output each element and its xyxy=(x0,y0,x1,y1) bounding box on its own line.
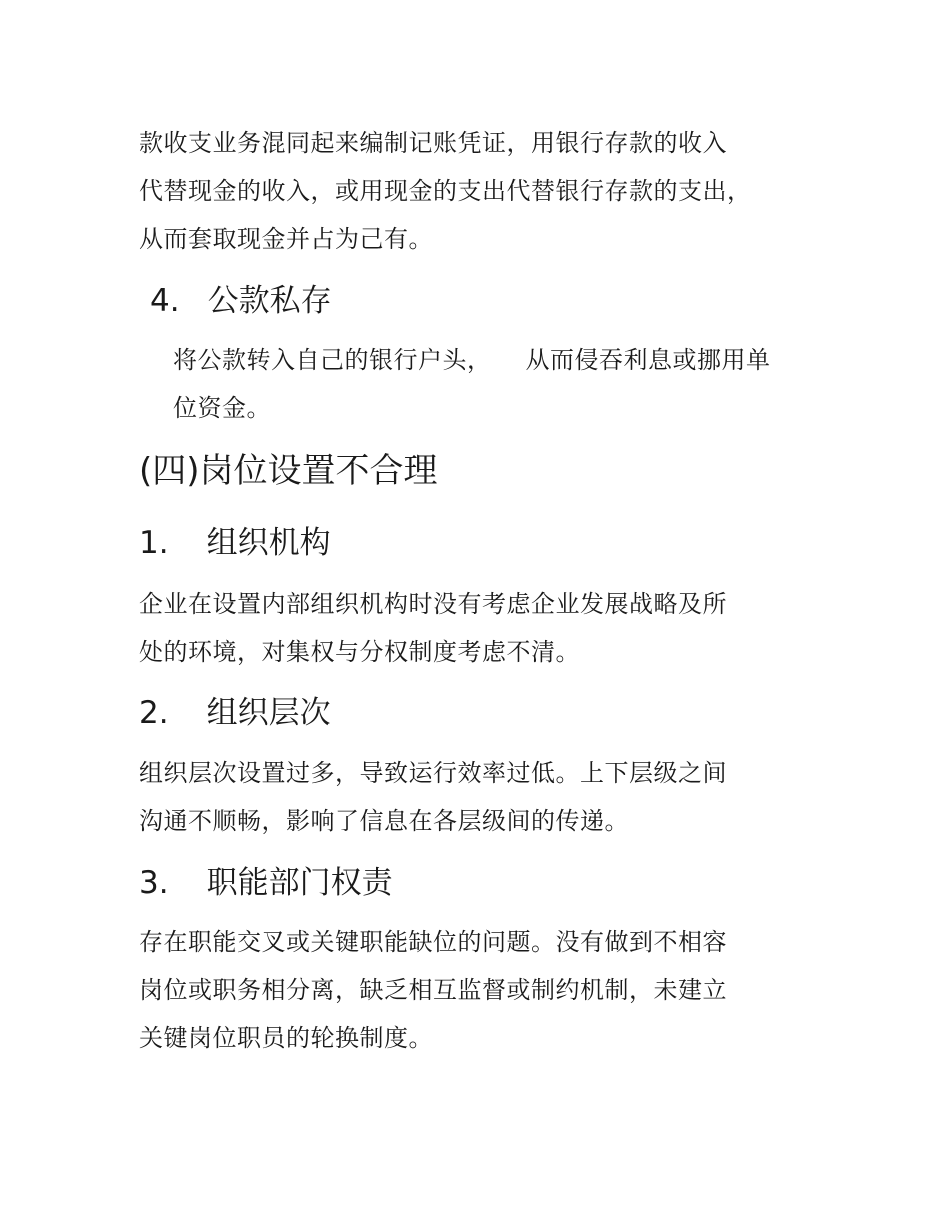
heading-number: 1. xyxy=(139,525,169,561)
heading-title: 职能部门权责 xyxy=(206,865,393,901)
heading-number: 4. xyxy=(150,283,180,319)
heading-item-3 xyxy=(139,864,393,902)
heading-item-4 xyxy=(150,282,332,320)
section-heading: (四)岗位设置不合理 xyxy=(139,451,438,491)
paragraph-line: 存在职能交叉或关键职能缺位的问题。没有做到不相容 xyxy=(139,928,727,956)
heading-item-2 xyxy=(139,694,331,732)
paragraph-line xyxy=(173,345,771,375)
heading-title: 公款私存 xyxy=(207,283,332,319)
heading-number: 2. xyxy=(139,695,169,731)
heading-number: 3. xyxy=(139,865,169,901)
paragraph-segment: 从而侵吞利息或挪用单 xyxy=(525,346,771,374)
paragraph-line: 组织层次设置过多，导致运行效率过低。上下层级之间 xyxy=(139,759,727,787)
paragraph-line: 位资金。 xyxy=(173,394,271,422)
heading-item-1 xyxy=(139,524,331,562)
paragraph-segment: 将公款转入自己的银行户头， xyxy=(173,346,492,374)
heading-title: 组织机构 xyxy=(206,525,331,561)
paragraph-line: 处的环境，对集权与分权制度考虑不清。 xyxy=(139,638,580,666)
paragraph-line: 企业在设置内部组织机构时没有考虑企业发展战略及所 xyxy=(139,590,727,618)
paragraph-line: 从而套取现金并占为己有。 xyxy=(139,225,433,253)
paragraph-line: 关键岗位职员的轮换制度。 xyxy=(139,1024,433,1052)
paragraph-line: 沟通不顺畅，影响了信息在各层级间的传递。 xyxy=(139,807,629,835)
paragraph-line: 代替现金的收入，或用现金的支出代替银行存款的支出， xyxy=(139,177,752,205)
heading-title: 组织层次 xyxy=(206,695,331,731)
paragraph-line: 岗位或职务相分离，缺乏相互监督或制约机制，未建立 xyxy=(139,976,727,1004)
paragraph-line: 款收支业务混同起来编制记账凭证，用银行存款的收入 xyxy=(139,129,727,157)
